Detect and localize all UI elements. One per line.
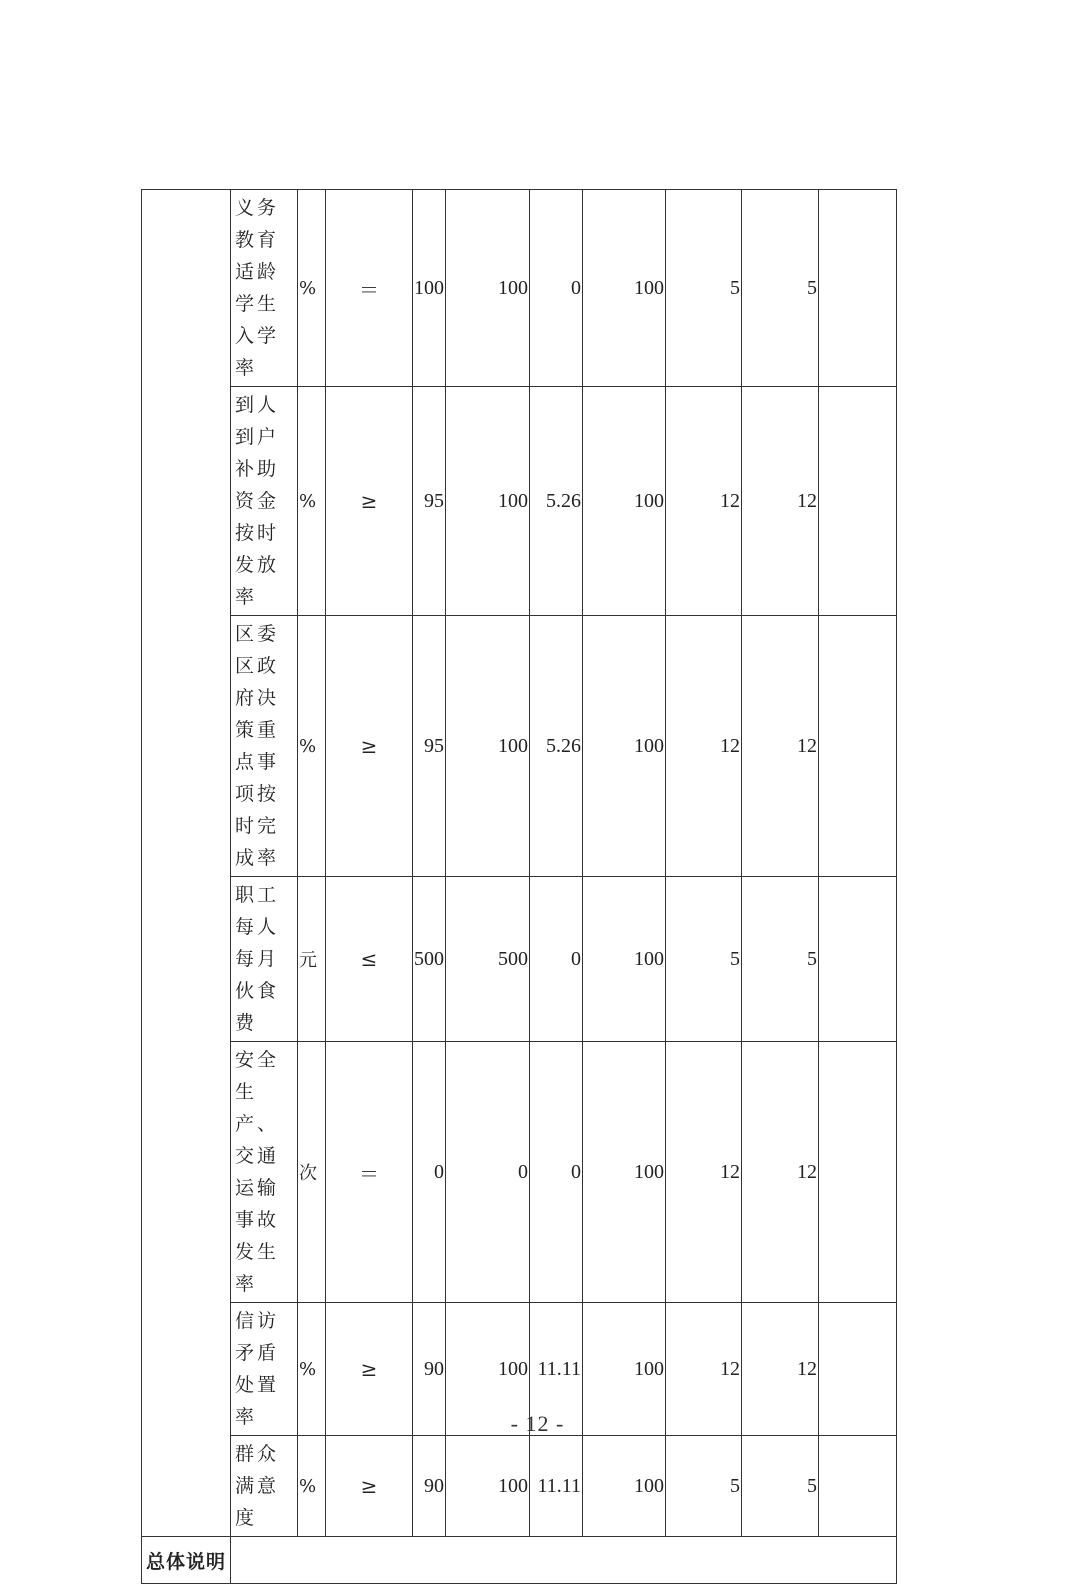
unit-cell: % bbox=[298, 1436, 326, 1537]
indicator-name: 群众满意度 bbox=[231, 1436, 298, 1537]
unit-cell: % bbox=[298, 387, 326, 616]
score-value: 5 bbox=[742, 190, 819, 387]
deviation-value: 0 bbox=[530, 190, 583, 387]
operator-cell: ＝ bbox=[326, 1042, 413, 1303]
operator-cell: ≥ bbox=[326, 616, 413, 877]
actual-value: 100 bbox=[446, 387, 530, 616]
summary-content bbox=[231, 1537, 897, 1584]
weight-value: 5 bbox=[666, 190, 742, 387]
target-value: 95 bbox=[413, 616, 446, 877]
weight-value: 5 bbox=[666, 877, 742, 1042]
weight-value: 12 bbox=[666, 616, 742, 877]
operator-cell: ≥ bbox=[326, 1436, 413, 1537]
unit-cell: % bbox=[298, 1303, 326, 1436]
indicator-name: 义务教育适龄学生入学率 bbox=[231, 190, 298, 387]
score-value: 12 bbox=[742, 387, 819, 616]
weight-value: 5 bbox=[666, 1436, 742, 1537]
table-row bbox=[142, 616, 897, 877]
deviation-value: 0 bbox=[530, 877, 583, 1042]
score-rate-value: 100 bbox=[583, 1303, 666, 1436]
deviation-value: 5.26 bbox=[530, 387, 583, 616]
score-value: 12 bbox=[742, 616, 819, 877]
performance-indicator-table bbox=[141, 189, 897, 1584]
weight-value: 12 bbox=[666, 1042, 742, 1303]
note-cell bbox=[819, 387, 897, 616]
score-rate-value: 100 bbox=[583, 387, 666, 616]
target-value: 100 bbox=[413, 190, 446, 387]
indicator-name: 安全生产、交通运输事故发生率 bbox=[231, 1042, 298, 1303]
weight-value: 12 bbox=[666, 387, 742, 616]
note-cell bbox=[819, 1042, 897, 1303]
indicator-name: 职工每人每月伙食费 bbox=[231, 877, 298, 1042]
page-number: - 12 - bbox=[510, 1411, 565, 1436]
actual-value: 0 bbox=[446, 1042, 530, 1303]
operator-cell: ≥ bbox=[326, 387, 413, 616]
unit-cell: % bbox=[298, 616, 326, 877]
target-value: 90 bbox=[413, 1303, 446, 1436]
table-row bbox=[142, 387, 897, 616]
target-value: 90 bbox=[413, 1436, 446, 1537]
operator-cell: ≥ bbox=[326, 1303, 413, 1436]
table-row bbox=[142, 190, 897, 387]
score-value: 5 bbox=[742, 1436, 819, 1537]
summary-row bbox=[142, 1537, 897, 1584]
deviation-value: 5.26 bbox=[530, 616, 583, 877]
actual-value: 100 bbox=[446, 190, 530, 387]
actual-value: 100 bbox=[446, 1303, 530, 1436]
target-value: 500 bbox=[413, 877, 446, 1042]
score-value: 12 bbox=[742, 1303, 819, 1436]
note-cell bbox=[819, 1436, 897, 1537]
actual-value: 500 bbox=[446, 877, 530, 1042]
score-rate-value: 100 bbox=[583, 190, 666, 387]
unit-cell: 元 bbox=[298, 877, 326, 1042]
actual-value: 100 bbox=[446, 616, 530, 877]
category-cell bbox=[142, 190, 231, 1537]
score-rate-value: 100 bbox=[583, 877, 666, 1042]
target-value: 95 bbox=[413, 387, 446, 616]
table-row bbox=[142, 1436, 897, 1537]
deviation-value: 0 bbox=[530, 1042, 583, 1303]
unit-cell: 次 bbox=[298, 1042, 326, 1303]
note-cell bbox=[819, 190, 897, 387]
table-row bbox=[142, 1042, 897, 1303]
operator-cell: ＝ bbox=[326, 190, 413, 387]
indicator-name: 信访矛盾处置率 bbox=[231, 1303, 298, 1436]
score-rate-value: 100 bbox=[583, 616, 666, 877]
score-value: 12 bbox=[742, 1042, 819, 1303]
indicator-name: 到人到户补助资金按时发放率 bbox=[231, 387, 298, 616]
score-value: 5 bbox=[742, 877, 819, 1042]
note-cell bbox=[819, 616, 897, 877]
score-rate-value: 100 bbox=[583, 1436, 666, 1537]
unit-cell: % bbox=[298, 190, 326, 387]
operator-cell: ≤ bbox=[326, 877, 413, 1042]
deviation-value: 11.11 bbox=[530, 1436, 583, 1537]
note-cell bbox=[819, 877, 897, 1042]
table-row bbox=[142, 877, 897, 1042]
summary-label: 总体说明 bbox=[142, 1537, 231, 1584]
weight-value: 12 bbox=[666, 1303, 742, 1436]
deviation-value: 11.11 bbox=[530, 1303, 583, 1436]
indicator-name: 区委区政府决策重点事项按时完成率 bbox=[231, 616, 298, 877]
target-value: 0 bbox=[413, 1042, 446, 1303]
score-rate-value: 100 bbox=[583, 1042, 666, 1303]
actual-value: 100 bbox=[446, 1436, 530, 1537]
